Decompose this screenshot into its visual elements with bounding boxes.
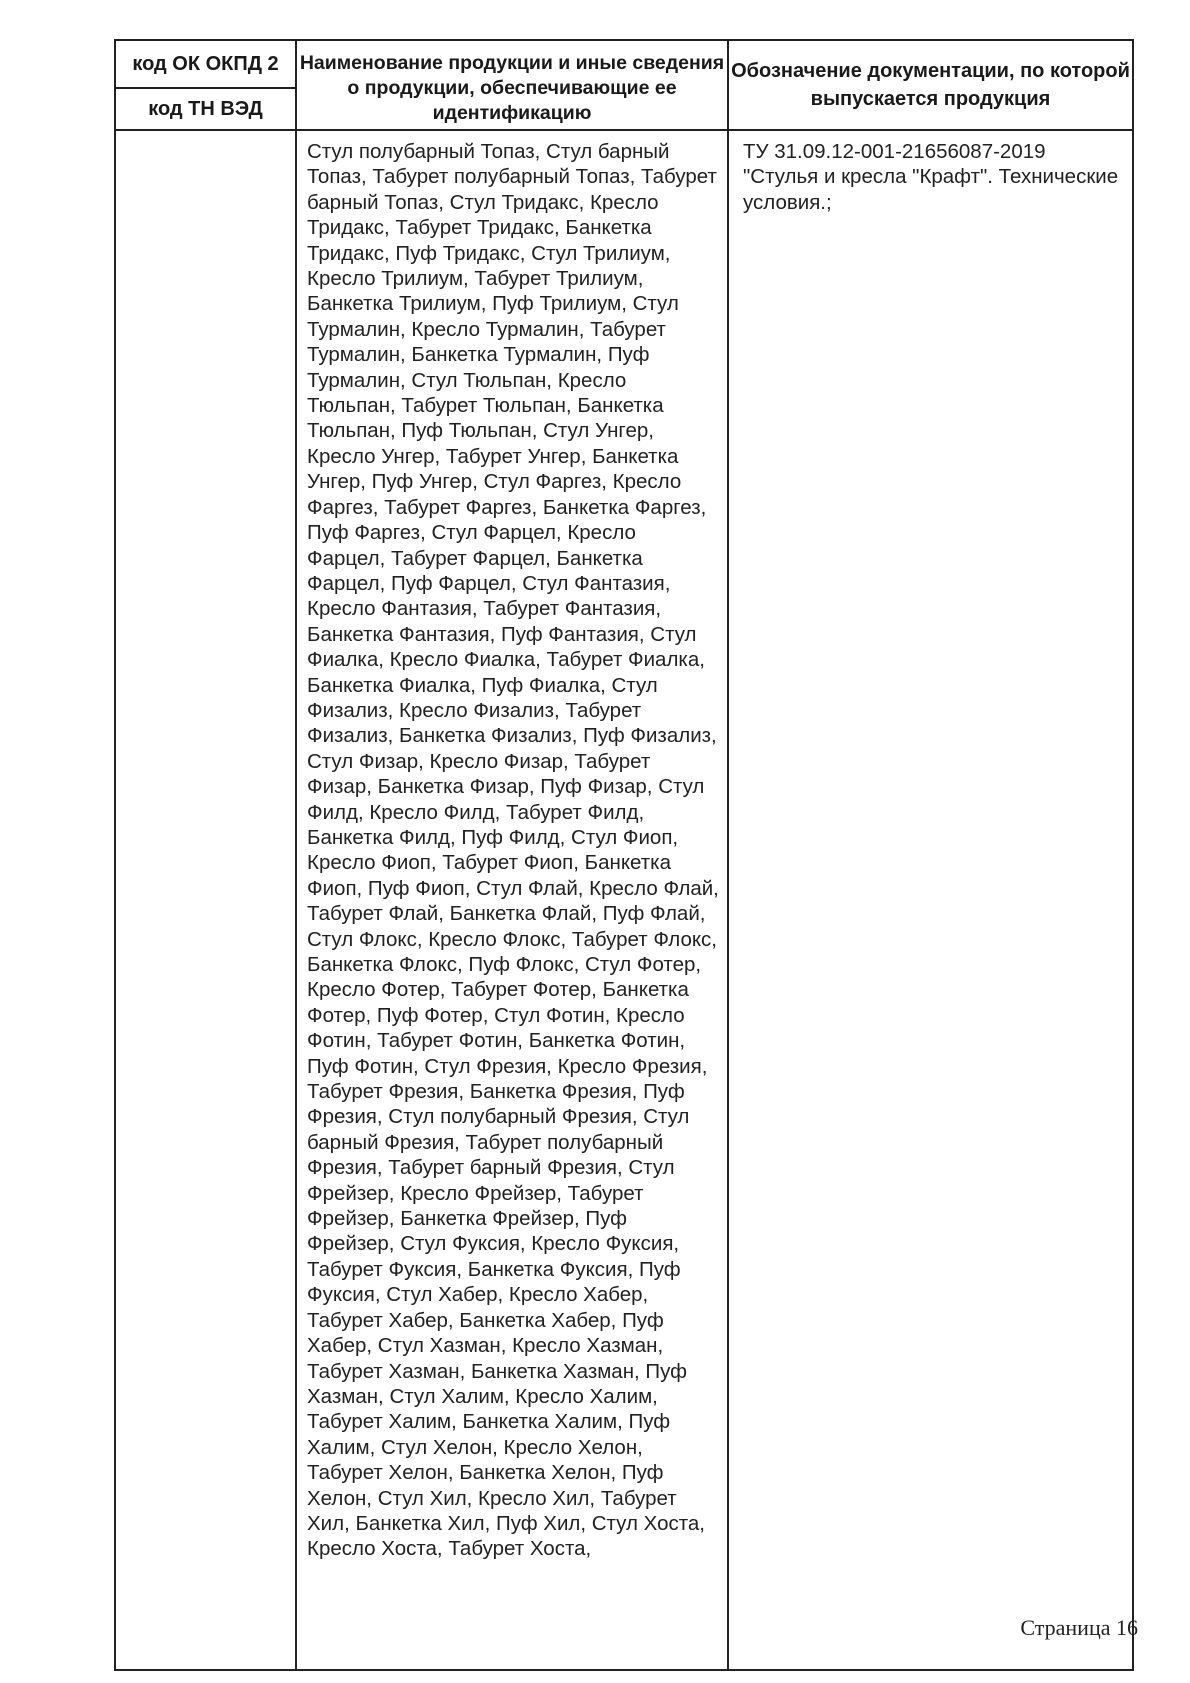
documentation-cell: ТУ 31.09.12-001-21656087-2019 "Стулья и кресла "Крафт". Технические условия.;: [728, 130, 1133, 1670]
header-documentation: Обозначение документации, по которой выпускается продукция: [728, 40, 1133, 130]
table-row: [115, 130, 1133, 1670]
code-cell: [115, 130, 296, 1670]
product-names-cell: Стул полубарный Топаз, Стул барный Топаз, Табурет полубарный Топаз, Табурет барный Топаз, Стул Тридакс, Кресло Тридакс, Табурет Тридакс, Банкетка Тридакс, Пуф Тридакс, Стул Трилиум, Кресло Трилиум, Табурет Трилиум, Банкетка Трилиум, Пуф Трилиум, Стул Турмалин, Кресло Турмалин, Табурет Турмалин, Банкетка Турмалин, Пуф Турмалин, Стул Тюльпан, Кресло Тюльпан, Табурет Тюльпан, Банкетка Тюльпан, Пуф Тюльпан, Стул Унгер, Кресло Унгер, Табурет Унгер, Банкетка Унгер, Пуф Унгер, Стул Фаргез, Кресло Фаргез, Табурет Фаргез, Банкетка Фаргез, Пуф Фаргез, Стул Фарцел, Кресло Фарцел, Табурет Фарцел, Банкетка Фарцел, Пуф Фарцел, Стул Фантазия, Кресло Фантазия, Табурет Фантазия, Банкетка Фантазия, Пуф Фантазия, Стул Фиалка, Кресло Фиалка, Табурет Фиалка, Банкетка Фиалка, Пуф Фиалка, Стул Физализ, Кресло Физализ, Табурет Физализ, Банкетка Физализ, Пуф Физализ, Стул Физар, Кресло Физар, Табурет Физар, Банкетка Физар, Пуф Физар, Стул Филд, Кресло Филд, Табурет Филд, Банкетка Филд, Пуф Филд, Стул Фиоп, Кресло Фиоп, Табурет Фиоп, Банкетка Фиоп, Пуф Фиоп, Стул Флай, Кресло Флай, Табурет Флай, Банкетка Флай, Пуф Флай, Стул Флокс, Кресло Флокс, Табурет Флокс, Банкетка Флокс, Пуф Флокс, Стул Фотер, Кресло Фотер, Табурет Фотер, Банкетка Фотер, Пуф Фотер, Стул Фотин, Кресло Фотин, Табурет Фотин, Банкетка Фотин, Пуф Фотин, Стул Фрезия, Кресло Фрезия, Табурет Фрезия, Банкетка Фрезия, Пуф Фрезия, Стул полубарный Фрезия, Стул барный Фрезия, Табурет полубарный Фрезия, Табурет барный Фрезия, Стул Фрейзер, Кресло Фрейзер, Табурет Фрейзер, Банкетка Фрейзер, Пуф Фрейзер, Стул Фуксия, Кресло Фуксия, Табурет Фуксия, Банкетка Фуксия, Пуф Фуксия, Стул Хабер, Кресло Хабер, Табурет Хабер, Банкетка Хабер, Пуф Хабер, Стул Хазман, Кресло Хазман, Табурет Хазман, Банкетка Хазман, Пуф Хазман, Стул Халим, Кресло Халим, Табурет Халим, Банкетка Халим, Пуф Халим, Стул Хелон, Кресло Хелон, Табурет Хелон, Банкетка Хелон, Пуф Хелон, Стул Хил, Кресло Хил, Табурет Хил, Банкетка Хил, Пуф Хил, Стул Хоста, Кресло Хоста, Табурет Хоста,: [296, 130, 728, 1670]
header-product-name: Наименование продукции и иные сведения о продукции, обеспечивающие ее идентификацию: [296, 40, 728, 130]
header-code-tnved: код ТН ВЭД: [115, 88, 296, 130]
table-header-row: [115, 40, 1133, 88]
page-number: Страница 16: [1020, 1615, 1138, 1640]
header-code-okpd: код ОК ОКПД 2: [115, 40, 296, 88]
product-table: [114, 39, 1134, 1671]
